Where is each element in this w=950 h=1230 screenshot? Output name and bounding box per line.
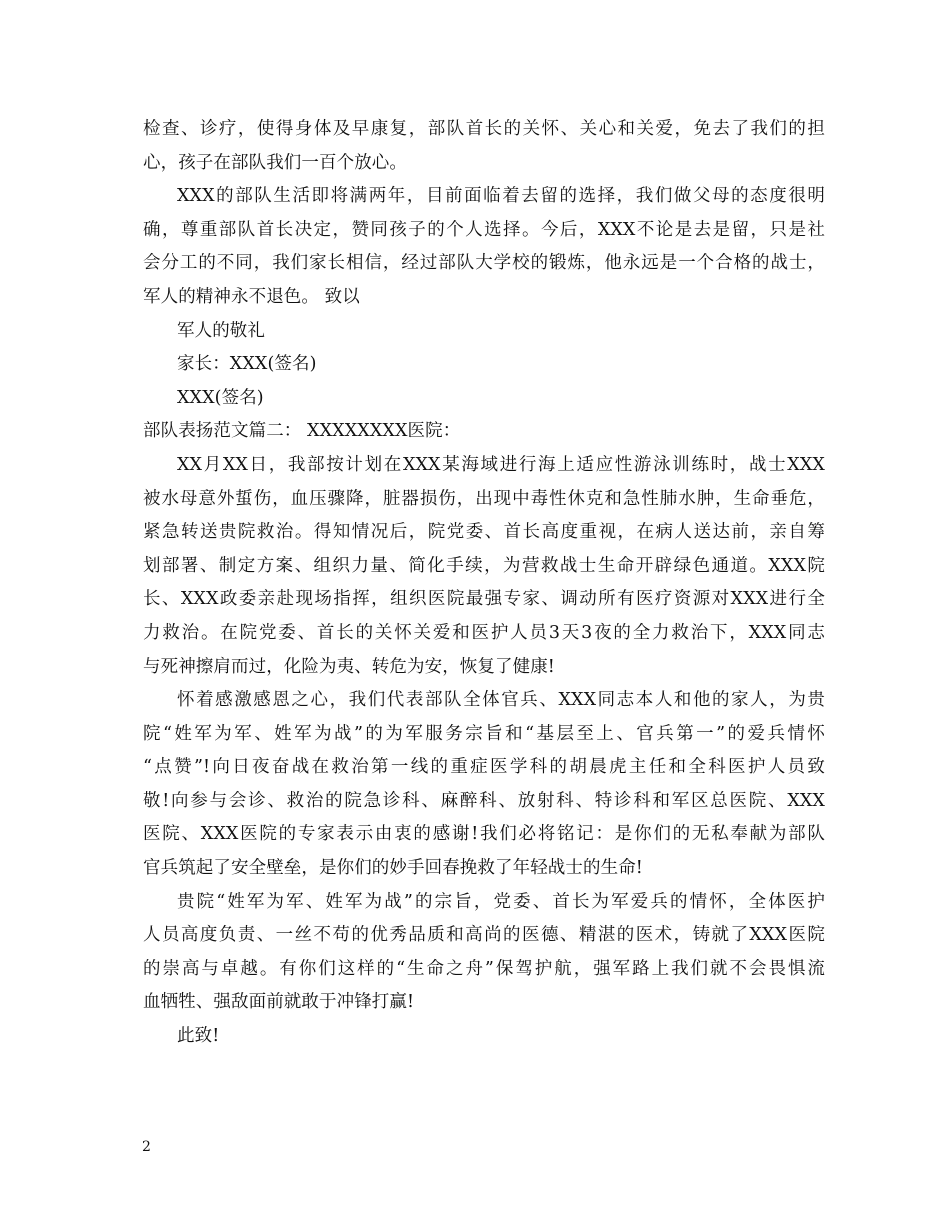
text-line-18: 怀着感激感恩之心，我们代表部队全体官兵、XXX同志本人和他的家人，为贵 — [177, 690, 825, 711]
text-line-24: 贵院“姓军为军、姓军为战”的宗旨，党委、首长为军爱兵的情怀，全体医护 — [177, 891, 825, 912]
text-line-2: 心，孩子在部队我们一百个放心。 — [143, 152, 407, 173]
text-line-13: 紧急转送贵院救治。得知情况后，院党委、首长高度重视，在病人送达前，亲自筹 — [143, 522, 825, 543]
text-line-14: 划部署、制定方案、组织力量、简化手续，为营救战士生命开辟绿色通道。XXX院 — [143, 555, 825, 576]
text-line-20: “点赞”!向日夜奋战在救治第一线的重症医学科的胡晨虎主任和全科医护人员致 — [143, 757, 825, 778]
text-line-19: 院“姓军为军、姓军为战”的为军服务宗旨和“基层至上、官兵第一”的爱兵情怀 — [143, 723, 825, 744]
signature-second: XXX(签名) — [177, 387, 264, 408]
text-line-17: 与死神擦肩而过，化险为夷、转危为安，恢复了健康! — [143, 656, 555, 677]
text-line-26: 的崇高与卓越。有你们这样的“生命之舟”保驾护航，强军路上我们就不会畏惧流 — [143, 958, 825, 979]
closing-line: 此致! — [177, 1026, 220, 1047]
text-line-3: XXX的部队生活即将满两年，目前面临着去留的选择，我们做父母的态度很明 — [177, 186, 825, 207]
text-line-16: 力救治。在院党委、首长的关怀关爱和医护人员3天3夜的全力救治下，XXX同志 — [143, 622, 825, 643]
text-line-4: 确，尊重部队首长决定，赞同孩子的个人选择。今后，XXX不论是去是留，只是社 — [143, 219, 825, 240]
document-body — [143, 113, 825, 1054]
text-line-1: 检查、诊疗，使得身体及早康复，部队首长的关怀、关心和关爱，免去了我们的担 — [143, 119, 825, 139]
page-number: 2 — [142, 1139, 151, 1155]
text-line-23: 官兵筑起了安全壁垒，是你们的妙手回春挽救了年轻战士的生命! — [143, 858, 643, 879]
section-heading: 部队表扬范文篇二： XXXXXXXX医院： — [143, 421, 461, 442]
salutation-line: 军人的敬礼 — [177, 320, 265, 341]
text-line-15: 长、XXX政委亲赴现场指挥，组织医院最强专家、调动所有医疗资源对XXX进行全 — [143, 589, 825, 610]
text-line-25: 人员高度负责、一丝不苟的优秀品质和高尚的医德、精湛的医术，铸就了XXX医院 — [143, 925, 825, 946]
text-line-6: 军人的精神永不退色。 致以 — [143, 286, 360, 307]
text-line-27: 血牺牲、强敌面前就敢于冲锋打赢! — [143, 992, 415, 1013]
text-line-22: 医院、XXX医院的专家表示由衷的感谢!我们必将铭记：是你们的无私奉献为部队 — [143, 824, 825, 845]
signature-parent: 家长：XXX(签名) — [177, 354, 317, 375]
text-line-5: 会分工的不同，我们家长相信，经过部队大学校的锻炼，他永远是一个合格的战士， — [143, 253, 825, 274]
text-line-21: 敬!向参与会诊、救治的院急诊科、麻醉科、放射科、特诊科和军区总医院、XXX — [143, 790, 825, 811]
text-line-12: 被水母意外蜇伤，血压骤降，脏器损伤，出现中毒性休克和急性肺水肿，生命垂危， — [143, 488, 825, 509]
text-line-11: XX月XX日，我部按计划在XXX某海域进行海上适应性游泳训练时，战士XXX — [177, 454, 825, 475]
